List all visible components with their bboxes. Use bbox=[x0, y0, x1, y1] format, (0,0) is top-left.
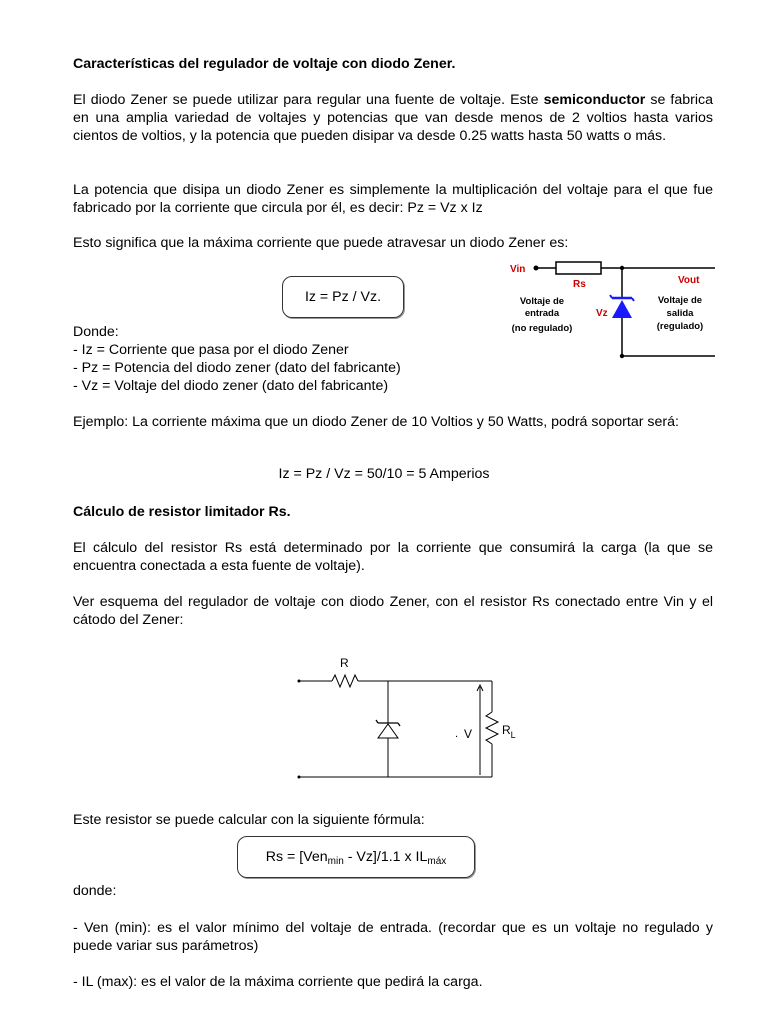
paragraph-rs-determined: El cálculo del resistor Rs está determinado por la corriente que consumirá la carga (la que se encuentra conectada a esta fuente de voltaje). bbox=[73, 540, 713, 574]
formula-box-rs bbox=[237, 836, 475, 878]
zener-diode-icon bbox=[378, 724, 398, 738]
v-label: V bbox=[464, 727, 473, 741]
rl-label: $R_L$ bbox=[502, 723, 516, 740]
r-label: R bbox=[340, 656, 349, 670]
paragraph-schematic-ref: Ver esquema del regulador de voltaje con diodo Zener, con el resistor Rs conectado entre Vin y el cátodo del Zener: bbox=[73, 594, 713, 628]
zener-rs-schematic bbox=[290, 650, 530, 785]
formula-rs-sub: min bbox=[327, 856, 344, 867]
output-label-line: salida bbox=[666, 308, 694, 319]
vz-label: Vz bbox=[596, 308, 608, 319]
rs-resistor bbox=[556, 262, 601, 274]
zener-bend bbox=[376, 720, 378, 723]
zener-bend bbox=[632, 298, 634, 301]
donde-label-2: donde: bbox=[73, 883, 117, 899]
paragraph-il-max: - IL (max): es el valor de la máxima corriente que pedirá la carga. bbox=[73, 974, 483, 990]
heading-zener-characteristics: Características del regulador de voltaje con diodo Zener. bbox=[73, 56, 456, 72]
vin-label: Vin bbox=[510, 264, 526, 275]
definition-item: - Pz = Potencia del diodo zener (dato del fabricante) bbox=[73, 360, 401, 376]
resistor-r bbox=[332, 675, 358, 687]
input-label-line: entrada bbox=[524, 308, 560, 319]
paragraph-ven-min: - Ven (min): es el valor mínimo del voltaje de entrada. (recordar que es un voltaje no regulado y puede variar sus parámetros) bbox=[73, 920, 713, 954]
paragraph-power: La potencia que disipa un diodo Zener es simplemente la multiplicación del voltaje para el que fue fabricado por la corriente que circula por él, es decir: Pz = Vz x Iz bbox=[73, 182, 713, 216]
paragraph-formula-intro: Este resistor se puede calcular con la siguiente fórmula: bbox=[73, 812, 425, 828]
donde-label: Donde: bbox=[73, 324, 119, 340]
formula-rs-part: Rs = [Ven bbox=[265, 849, 328, 865]
zener-bend bbox=[610, 295, 612, 298]
formula-example: Iz = Pz / Vz = 50/10 = 5 Amperios bbox=[278, 466, 490, 482]
output-label-line: (regulado) bbox=[656, 321, 704, 332]
definitions-list bbox=[73, 323, 493, 395]
formula-rs-part: - Vz]/1.1 x IL bbox=[343, 849, 428, 865]
paragraph-intro-text: El diodo Zener se puede utilizar para regular una fuente de voltaje. Este bbox=[73, 92, 544, 108]
definition-item: - Vz = Voltaje del diodo zener (dato del fabricante) bbox=[73, 378, 389, 394]
zener-diode-icon bbox=[612, 300, 632, 318]
rs-label: Rs bbox=[573, 279, 586, 290]
input-label-line: (no regulado) bbox=[511, 323, 573, 334]
paragraph-intro bbox=[73, 91, 713, 145]
semiconductor-term: semiconductor bbox=[543, 92, 646, 108]
paragraph-max-current: Esto significa que la máxima corriente que puede atravesar un diodo Zener es: bbox=[73, 235, 569, 251]
output-label-line: Voltaje de bbox=[657, 295, 703, 306]
formula-box-iz bbox=[282, 276, 404, 318]
formula-rs-sub: máx bbox=[427, 856, 447, 867]
paragraph-intro-text-cont: se fabrica en una amplia variedad de voltajes y potencias que van desde menos de 2 voltios hasta varios cientos de voltios, y la potencia que pueden disipar va desde 0.25 watts hasta 50 watts o más. bbox=[73, 92, 713, 144]
resistor-rl bbox=[486, 712, 498, 744]
definition-item: - Iz = Corriente que pasa por el diodo Zener bbox=[73, 342, 349, 358]
dot-mark: . bbox=[455, 728, 459, 740]
zener-regulator-diagram bbox=[490, 255, 730, 365]
vout-label: Vout bbox=[678, 275, 700, 286]
zener-bend bbox=[398, 723, 400, 726]
input-label-line: Voltaje de bbox=[519, 296, 565, 307]
heading-rs-calculation: Cálculo de resistor limitador Rs. bbox=[73, 504, 291, 520]
formula-iz: Iz = Pz / Vz. bbox=[304, 289, 382, 305]
paragraph-example: Ejemplo: La corriente máxima que un diodo Zener de 10 Voltios y 50 Watts, podrá soportar será: bbox=[73, 414, 679, 430]
junction-dot bbox=[620, 354, 624, 358]
